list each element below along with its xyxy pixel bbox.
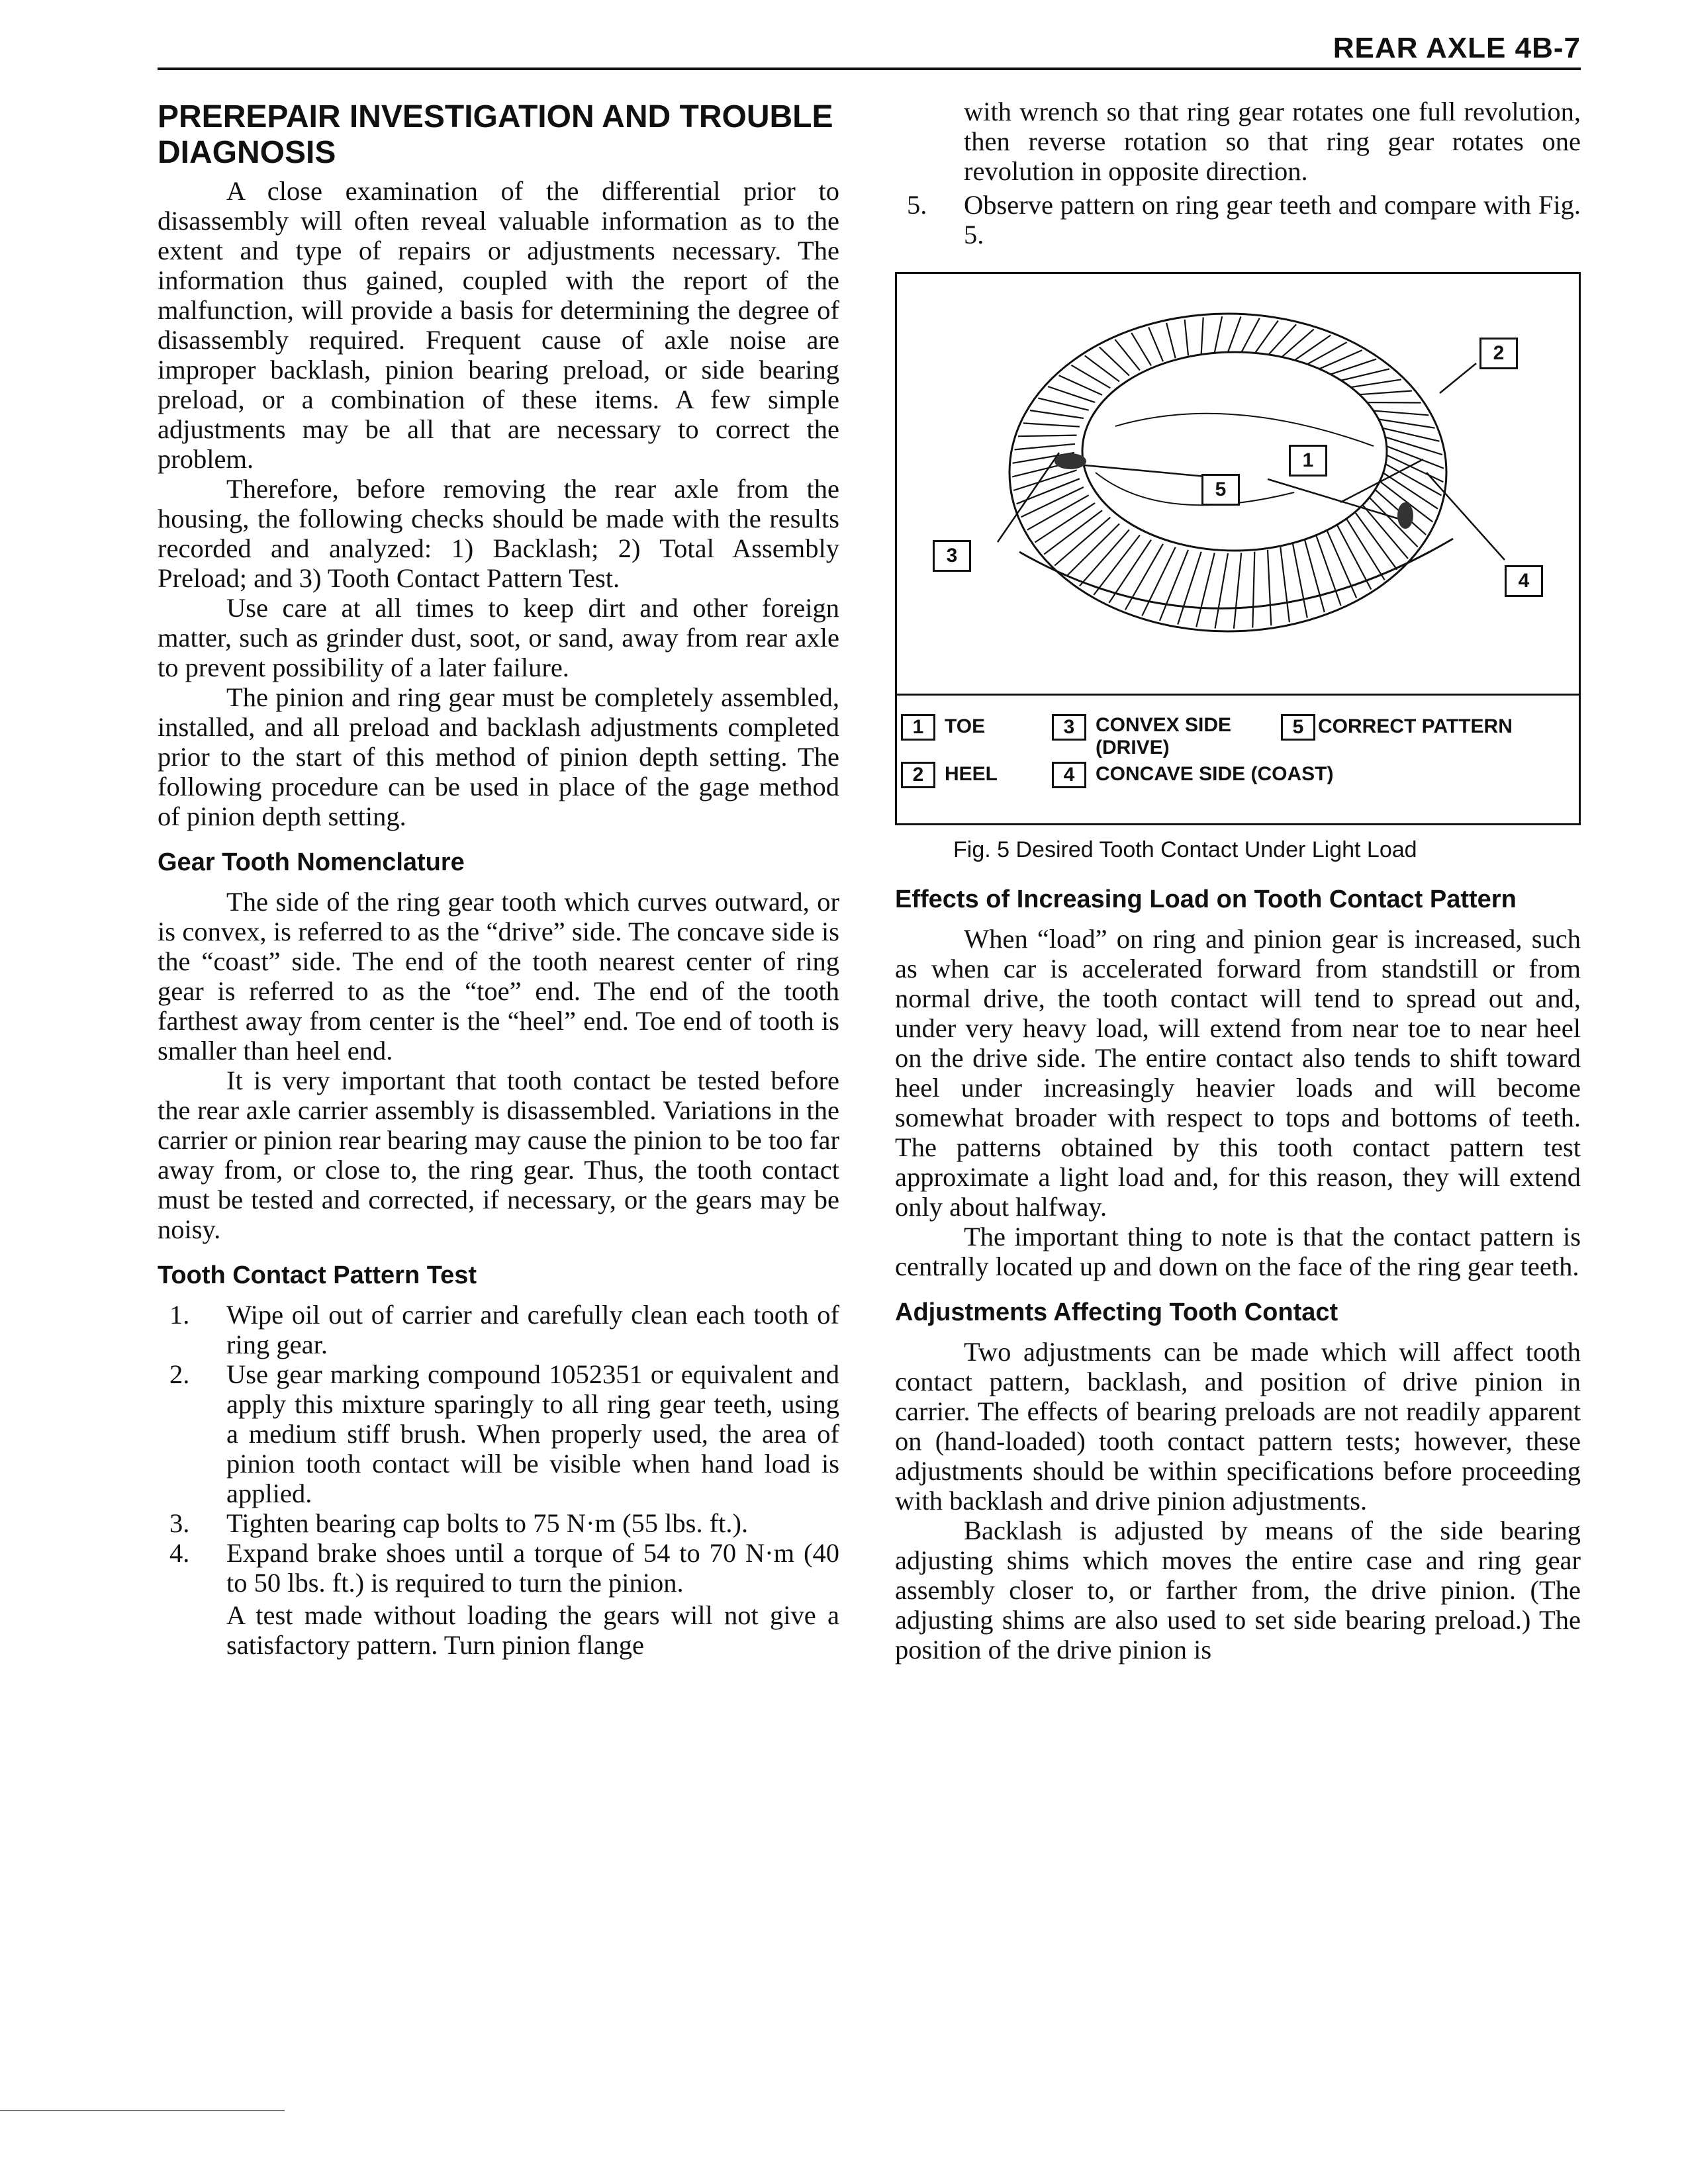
gear-tooth: [1015, 444, 1075, 450]
steps-list-continued: [895, 190, 1581, 250]
gear-tooth: [1215, 316, 1222, 352]
gear-tooth: [1021, 487, 1084, 517]
footer-rule: [0, 2110, 285, 2111]
adjust-paragraph-1: Two adjustments can be made which will affect tooth contact pattern, backlash, and position of drive pinion in carrier. The effects of bearing preloads are not readily apparent on (hand-loaded) tooth contact pattern tests; however, these adjustments should be within specifications before proceeding with backlash and drive pinion adjustments.: [895, 1337, 1581, 1516]
gear-tooth: [1293, 336, 1331, 362]
gear-tooth: [1215, 553, 1229, 629]
gear-inner-rim: [1082, 352, 1387, 551]
header-title: REAR AXLE 4B-7: [1333, 32, 1581, 64]
gear-tooth: [1380, 435, 1442, 455]
gear-tooth: [1149, 328, 1163, 362]
callout-4: 4: [1505, 565, 1543, 597]
step-number: 2.: [169, 1359, 190, 1389]
gear-tooth: [1316, 350, 1362, 370]
list-item: [158, 1359, 839, 1508]
figure-5: [895, 272, 1581, 825]
callout-1: 1: [1289, 445, 1327, 477]
gear-tooth: [1018, 435, 1077, 437]
gear-tooth: [1166, 323, 1176, 358]
gear-tooth: [1071, 365, 1110, 388]
step-text: Use gear marking compound 1052351 or equivalent and apply this mixture sparingly to all ring gear teeth, using a medium stiff brush. When properly used, the area of pinion tooth contact will be visible when hand load is applied.: [226, 1359, 839, 1508]
legend-item-concave: 4 CONCAVE SIDE (COAST): [1052, 762, 1333, 788]
step-text: Expand brake shoes until a torque of 54 to 70 N·m (40 to 50 lbs. ft.) is required to turn the pinion.: [226, 1538, 839, 1598]
gear-tooth: [1131, 333, 1151, 366]
intro-paragraph-2: Therefore, before removing the rear axle from the housing, the following checks should be made with the results recorded and analyzed: 1) Backlash; 2) Total Assembly Preload; and 3) Tooth Contact Pattern Test.: [158, 474, 839, 593]
gear-tooth: [1023, 423, 1080, 426]
gear-tooth: [1185, 320, 1188, 355]
intro-paragraph-4: The pinion and ring gear must be completely assembled, installed, and all preload and backlash adjustments completed prior to the start of this method of pinion depth setting. The following procedure can be used in place of the gage method of pinion depth setting.: [158, 682, 839, 831]
callout-3: 3: [933, 540, 971, 572]
gear-tooth: [1234, 553, 1241, 629]
step-text: Observe pattern on ring gear teeth and compare with Fig. 5.: [964, 190, 1581, 250]
list-item: [895, 190, 1581, 250]
header-rule: [158, 68, 1581, 70]
section-title: PREREPAIR INVESTIGATION AND TROUBLE DIAGNOSIS: [158, 99, 833, 170]
step-number: 5.: [907, 190, 927, 220]
gear-tooth: [1336, 369, 1389, 381]
gear-tooth: [1252, 552, 1254, 628]
gear-tooth: [1354, 391, 1412, 395]
contact-pattern-mark: [1055, 453, 1086, 469]
load-paragraph-1: When “load” on ring and pinion gear is increased, such as when car is accelerated forward from standstill or from normal drive, the tooth contact will tend to spread out and, under very heavy load, will extend from near toe to near heel on the drive side. The entire contact also tends to shift toward heel under increasingly heavier loads and will become somewhat broader with respect to tops and bottoms of teeth. The patterns obtained by this tooth contact pattern test approximate a light load and, for this reason, they will extend only about halfway.: [895, 924, 1581, 1222]
right-column: [895, 97, 1581, 1664]
gear-tooth: [1228, 316, 1241, 352]
legend-item-correct-pattern: 5 CORRECT PATTERN: [1281, 714, 1513, 741]
load-paragraph-2: The important thing to note is that the contact pattern is centrally located up and down on the face of the ring gear teeth.: [895, 1222, 1581, 1281]
list-item: [158, 1508, 839, 1538]
legend-item-heel: 2 HEEL: [901, 762, 998, 788]
gear-tooth: [1280, 547, 1289, 622]
gear-tooth: [1327, 529, 1356, 598]
figure-caption: Fig. 5 Desired Tooth Contact Under Light Load: [953, 837, 1417, 862]
gear-tooth: [1305, 342, 1347, 365]
step4-continuation: A test made without loading the gears will not give a satisfactory pattern. Turn pinion flange: [226, 1600, 839, 1660]
step-number: 4.: [169, 1538, 190, 1568]
gear-tooth: [1293, 544, 1307, 618]
legend-item-toe: 1 TOE: [901, 714, 985, 741]
contact-pattern-mark: [1397, 502, 1413, 529]
figure-legend: [897, 694, 1579, 825]
leader-line: [1440, 363, 1476, 393]
step-number: 3.: [169, 1508, 190, 1538]
callout-2: 2: [1479, 338, 1518, 369]
gear-tooth: [1361, 402, 1421, 403]
adjust-paragraph-2: Backlash is adjusted by means of the side bearing adjusting shims which moves the entire case and ring gear assembly closer to, or farther from, the drive pinion. (The adjusting shims are also used to set side bearing preload.) The position of the drive pinion is: [895, 1516, 1581, 1664]
intro-paragraph-3: Use care at all times to keep dirt and other foreign matter, such as grinder dust, soot, or sand, away from rear axle to prevent possibility of a later failure.: [158, 593, 839, 682]
step-number: 1.: [169, 1300, 190, 1330]
gear-tooth: [1241, 318, 1260, 353]
gear-tooth: [1196, 553, 1215, 627]
left-column: [158, 93, 839, 1660]
load-heading: Effects of Increasing Load on Tooth Contact Pattern: [895, 886, 1517, 913]
gear-tooth: [1280, 330, 1313, 359]
gear-tooth: [1085, 355, 1119, 381]
gear-tooth: [1336, 524, 1371, 590]
nomenclature-paragraph-2: It is very important that tooth contact be tested before the rear axle carrier assembly is disassembled. Variations in the carrier or pinion rear bearing may cause the pinion to be too far away from, or close to, the ring gear. Thus, the tooth contact must be tested and corrected, if necessary, or the gears may be noisy.: [158, 1066, 839, 1244]
step-text: Wipe oil out of carrier and carefully clean each tooth of ring gear.: [226, 1300, 839, 1359]
gear-tooth: [1268, 550, 1271, 625]
step-text: Tighten bearing cap bolts to 75 N·m (55 lbs. ft.).: [226, 1508, 749, 1538]
adjust-heading: Adjustments Affecting Tooth Contact: [895, 1298, 1338, 1326]
gear-tooth: [1178, 552, 1201, 625]
callout-5: 5: [1201, 474, 1240, 506]
list-item: [158, 1538, 839, 1598]
intro-paragraph-1: A close examination of the differential prior to disassembly will often reveal valuable information as to the extent and type of repairs or adjustments necessary. The information thus gained, coupled with the report of the malfunction, will provide a basis for determining the degree of disassembly required. Frequent cause of axle noise are improper backlash, pinion bearing preload, or side bearing preload, or a combination of these items. A few simple adjustments may be all that are necessary to correct the problem.: [158, 176, 839, 474]
gear-tooth: [1030, 410, 1084, 418]
gear-tooth: [1160, 550, 1188, 621]
list-item: [158, 1300, 839, 1359]
gear-tooth: [1201, 318, 1203, 354]
nomenclature-paragraph-1: The side of the ring gear tooth which curves outward, or is convex, is referred to as the “drive” side. The concave side is the “coast” side. The end of the tooth nearest center of ring gear is referred to as the “toe” end. The end of the tooth farthest away from center is the “heel” end. Toe end of tooth is smaller than heel end.: [158, 887, 839, 1066]
gear-tooth: [1038, 398, 1088, 410]
steps-list: [158, 1300, 839, 1598]
gear-tooth: [1346, 379, 1401, 388]
pattern-test-heading: Tooth Contact Pattern Test: [158, 1261, 477, 1289]
step4-continuation-right: with wrench so that ring gear rotates one full revolution, then reverse rotation so that ring gear rotates one revolution in opposite direction.: [964, 97, 1581, 186]
legend-item-convex: 3 CONVEX SIDE (DRIVE): [1052, 714, 1270, 759]
nomenclature-heading: Gear Tooth Nomenclature: [158, 848, 465, 876]
